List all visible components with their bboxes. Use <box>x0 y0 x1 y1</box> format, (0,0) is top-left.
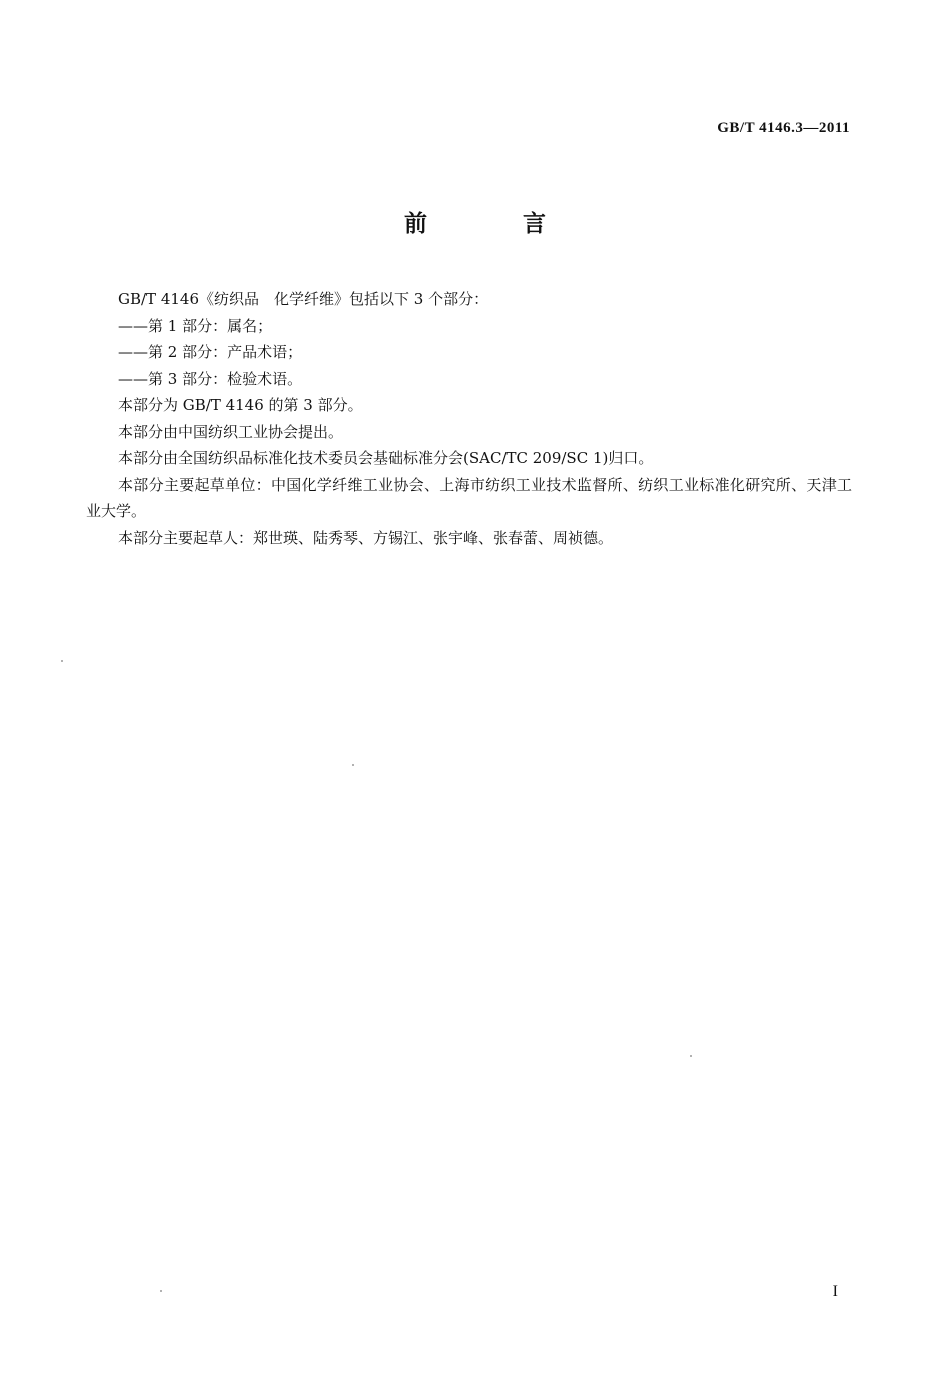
list-item-part-1: ——第 1 部分：属名； <box>118 316 273 335</box>
scan-speck <box>352 764 354 766</box>
page-number: I <box>832 1283 838 1300</box>
paragraph-under-jurisdiction: 本部分由全国纺织品标准化技术委员会基础标准分会(SAC/TC 209/SC 1)归口。 <box>118 449 654 467</box>
foreword-title: 前 言 <box>403 211 590 237</box>
scan-speck <box>61 660 63 662</box>
list-item-part-2: ——第 2 部分：产品术语； <box>118 343 303 361</box>
paragraph-parts-intro: GB/T 4146《纺织品 化学纤维》包括以下 3 个部分： <box>118 290 489 308</box>
standard-number: GB/T 4146.3—2011 <box>717 120 850 136</box>
paragraph-proposed-by: 本部分由中国纺织工业协会提出。 <box>118 422 344 441</box>
paragraph-drafting-units: 本部分主要起草单位：中国化学纤维工业协会、上海市纺织工业技术监督所、纺织工业标准化研究所、天津工业大学。 <box>86 475 852 520</box>
paragraph-drafters: 本部分主要起草人：郑世瑛、陆秀琴、方锡江、张宇峰、张春蕾、周祯德。 <box>118 528 614 547</box>
paragraph-this-part: 本部分为 GB/T 4146 的第 3 部分。 <box>118 396 363 414</box>
list-item-part-3: ——第 3 部分：检验术语。 <box>118 369 303 388</box>
scan-speck <box>690 1055 692 1057</box>
scan-speck <box>160 1290 162 1292</box>
foreword-body <box>86 286 852 551</box>
